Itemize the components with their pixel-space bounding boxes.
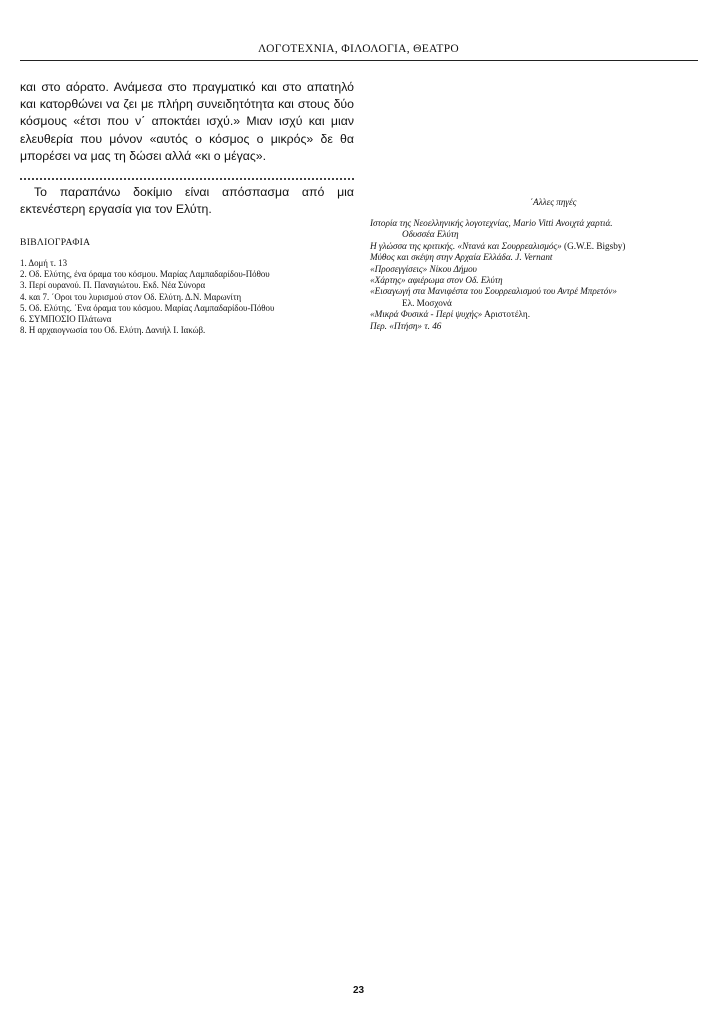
source-author: (G.W.E. Bigsby) xyxy=(561,240,626,251)
source-item: Περ. «Πτήση» τ. 46 xyxy=(370,320,442,331)
source-item: «Χάρτης» αφιέρωμα στον Οδ. Ελύτη xyxy=(370,275,503,286)
other-sources-list xyxy=(370,218,705,332)
bibliography-item: 6. ΣΥΜΠΟΣΙΟ Πλάτωνα xyxy=(20,314,112,325)
source-item xyxy=(370,241,705,252)
running-header: ΛΟΓΟΤΕΧΝΙΑ, ΦΙΛΟΛΟΓΙΑ, ΘΕΑΤΡΟ xyxy=(257,43,460,55)
bibliography-item: 5. Οδ. Ελύτης. ΄Ενα όραμα του κόσμου. Μαρίας Λαμπαδαρίδου-Πόθου xyxy=(20,302,275,313)
body-paragraph-2: Το παραπάνω δοκίμιο είναι απόσπασμα από μια εκτενέστερη εργασία για τον Ελύτη. xyxy=(20,185,354,217)
source-title: Η γλώσσα της κριτικής. «Ντανά και Σουρρεαλισμός» xyxy=(370,240,562,251)
header-rule xyxy=(20,60,698,61)
bibliography-item: 2. Οδ. Ελύτης, ένα όραμα του κόσμου. Μαρίας Λαμπαδαρίδου-Πόθου xyxy=(20,269,270,280)
body-paragraph-1: και στο αόρατο. Ανάμεσα στο πραγματικό και στο απατηλό και κατορθώνει να ζει με πλήρη συνειδητότητα και στους δύο κόσμους «έτσι που ν΄ αποκτάει ισχύ.» Μιαν ισχύ και μιαν ελευθερία που μόνον «αυτός ο κόσμος ο μικρός» δε θα μπορέσει να μας τη δώσει αλλά «κι ο μέγας». xyxy=(20,80,354,163)
page-number: 23 xyxy=(352,985,365,996)
source-item-continuation: Οδυσσέα Ελύτη xyxy=(402,229,459,240)
source-item-continuation: Ελ. Μοσχονά xyxy=(402,297,452,308)
bibliography-item: 3. Περί ουρανού. Π. Παναγιώτου. Εκδ. Νέα Σύνορα xyxy=(20,280,206,291)
bibliography-item: 4. και 7. ΄Οροι του λυρισμού στον Οδ. Ελύτη. Δ.Ν. Μαρωνίτη xyxy=(20,291,242,302)
source-item: «Εισαγωγή στα Μανιφέστα του Σουρρεαλισμού του Αντρέ Μπρετόν» xyxy=(370,286,617,297)
other-sources-heading: ΄Αλλες πηγές xyxy=(530,197,577,207)
bibliography-item: 8. Η αρχαιογνωσία του Οδ. Ελύτη. Δανιήλ Ι. Ιακώβ. xyxy=(20,325,206,336)
source-title: «Μικρά Φυσικά - Περί ψυχής» xyxy=(370,309,483,320)
bibliography-heading: ΒΙΒΛΙΟΓΡΑΦΙΑ xyxy=(20,237,91,248)
bibliography-item: 1. Δομή τ. 13 xyxy=(20,258,68,268)
bibliography-list xyxy=(20,258,360,336)
source-author: Αριστοτέλη. xyxy=(482,309,531,320)
source-item: Μύθος και σκέψη στην Αρχαία Ελλάδα. J. Vernant xyxy=(370,252,553,263)
source-item xyxy=(370,309,705,320)
dotted-separator xyxy=(20,178,354,180)
source-item: Ιστορία της Νεοελληνικής λογοτεχνίας, Mario Vitti Ανοιχτά χαρτιά. xyxy=(370,218,613,228)
source-item: «Προσεγγίσεις» Νίκου Δήμου xyxy=(370,263,477,274)
